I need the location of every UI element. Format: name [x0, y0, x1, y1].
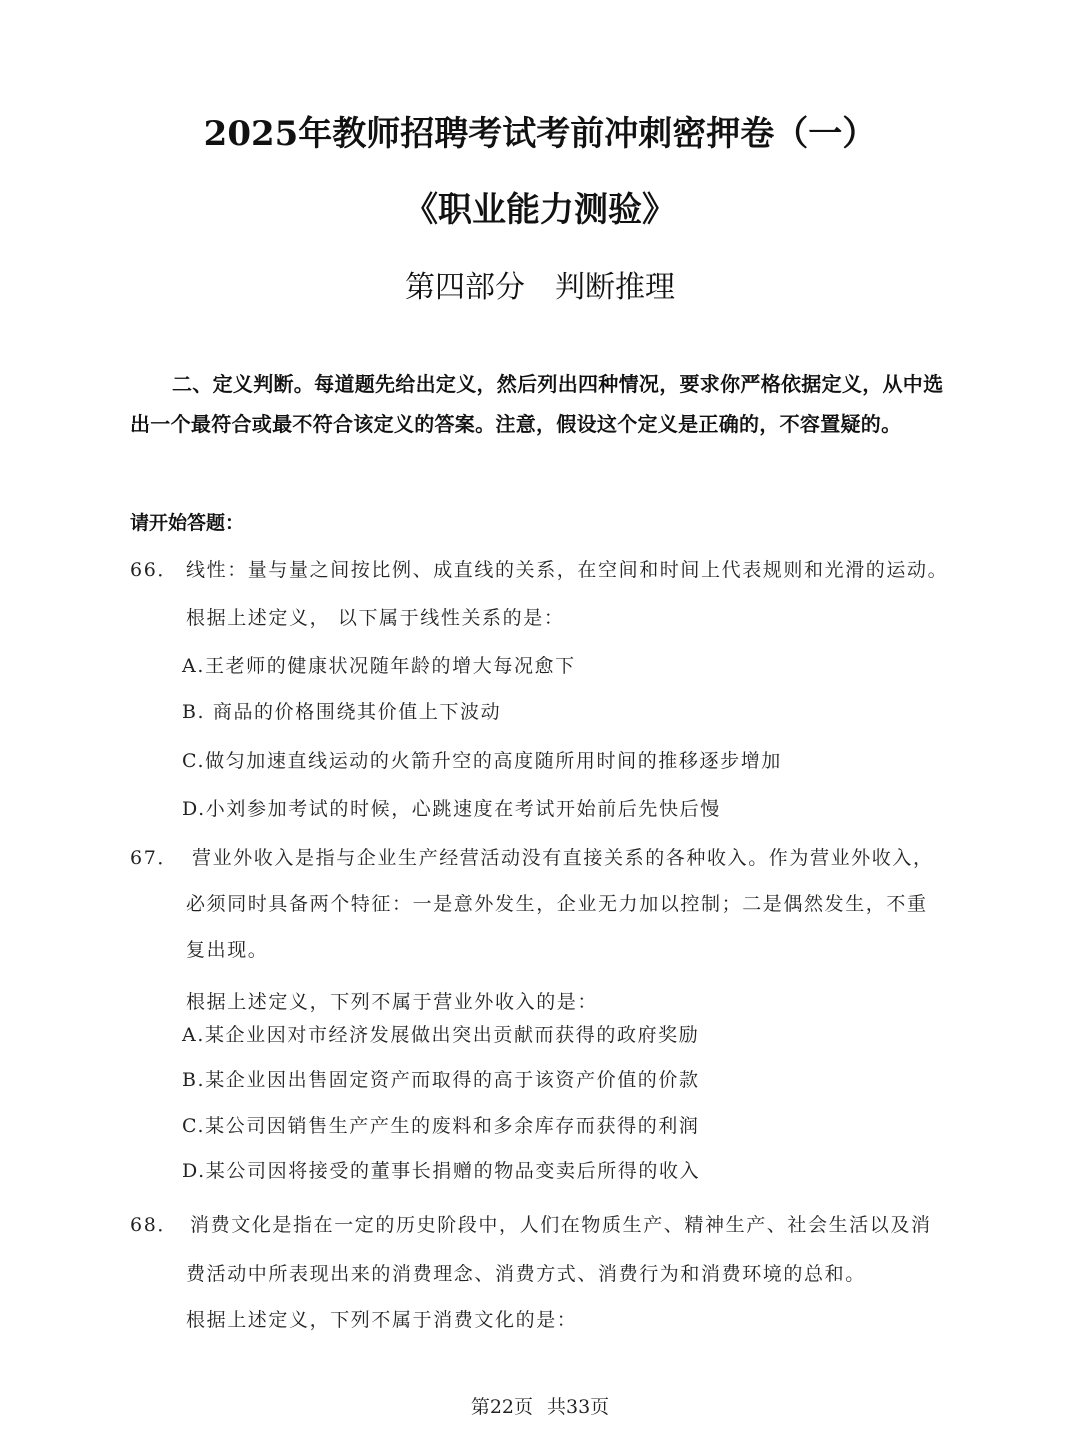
page-footer	[0, 1392, 1080, 1419]
option-a[interactable]: A.某企业因对市经济发展做出突出贡献而获得的政府奖励	[182, 1024, 700, 1046]
question-definition-line: 营业外收入是指与企业生产经营活动没有直接关系的各种收入。作为营业外收入，	[192, 847, 934, 869]
option-a[interactable]: A.王老师的健康状况随年龄的增大每况愈下	[182, 655, 576, 677]
option-b[interactable]: B. 商品的价格围绕其价值上下波动	[182, 701, 502, 723]
section-name: 判断推理	[555, 270, 675, 305]
option-c[interactable]: C.某公司因销售生产产生的废料和多余库存而获得的利润	[182, 1115, 700, 1137]
option-d[interactable]: D.小刘参加考试的时候，心跳速度在考试开始前后先快后慢	[182, 798, 721, 820]
question-prompt: 根据上述定义，下列不属于消费文化的是：	[186, 1309, 578, 1331]
option-b[interactable]: B.某企业因出售固定资产而取得的高于该资产价值的价款	[182, 1069, 700, 1091]
question-definition: 线性：量与量之间按比例、成直线的关系，在空间和时间上代表规则和光滑的运动。	[186, 559, 949, 581]
section-part: 第四部分	[405, 270, 525, 305]
exam-title: 2025年教师招聘考试考前冲刺密押卷（一）	[203, 114, 877, 154]
question-definition-line: 必须同时具备两个特征：一是意外发生，企业无力加以控制；二是偶然发生，不重	[186, 893, 928, 915]
question-number: 68．	[130, 1214, 178, 1236]
exam-subtitle: 《职业能力测验》	[404, 190, 676, 230]
option-d[interactable]: D.某公司因将接受的董事长捐赠的物品变卖后所得的收入	[182, 1160, 701, 1182]
question-number: 67．	[130, 847, 178, 869]
page-total: 共33页	[547, 1396, 610, 1418]
page-number: 第22页	[470, 1396, 533, 1418]
question-definition-line: 复出现。	[186, 939, 269, 961]
question-prompt: 根据上述定义， 以下属于线性关系的是：	[186, 607, 565, 629]
question-number: 66．	[130, 559, 178, 581]
start-label: 请开始答题：	[130, 512, 245, 534]
instructions: 二、定义判断。每道题先给出定义，然后列出四种情况，要求你严格依据定义，从中选出一个最符合或最不符合该定义的答案。注意，假设这个定义是正确的，不容置疑的。	[130, 372, 944, 436]
question-definition-line: 费活动中所表现出来的消费理念、消费方式、消费行为和消费环境的总和。	[186, 1263, 866, 1285]
section-title	[0, 262, 1080, 306]
question-definition-line: 消费文化是指在一定的历史阶段中，人们在物质生产、精神生产、社会生活以及消	[190, 1214, 932, 1236]
option-c[interactable]: C.做匀加速直线运动的火箭升空的高度随所用时间的推移逐步增加	[182, 750, 782, 772]
question-prompt: 根据上述定义，下列不属于营业外收入的是：	[186, 991, 599, 1013]
